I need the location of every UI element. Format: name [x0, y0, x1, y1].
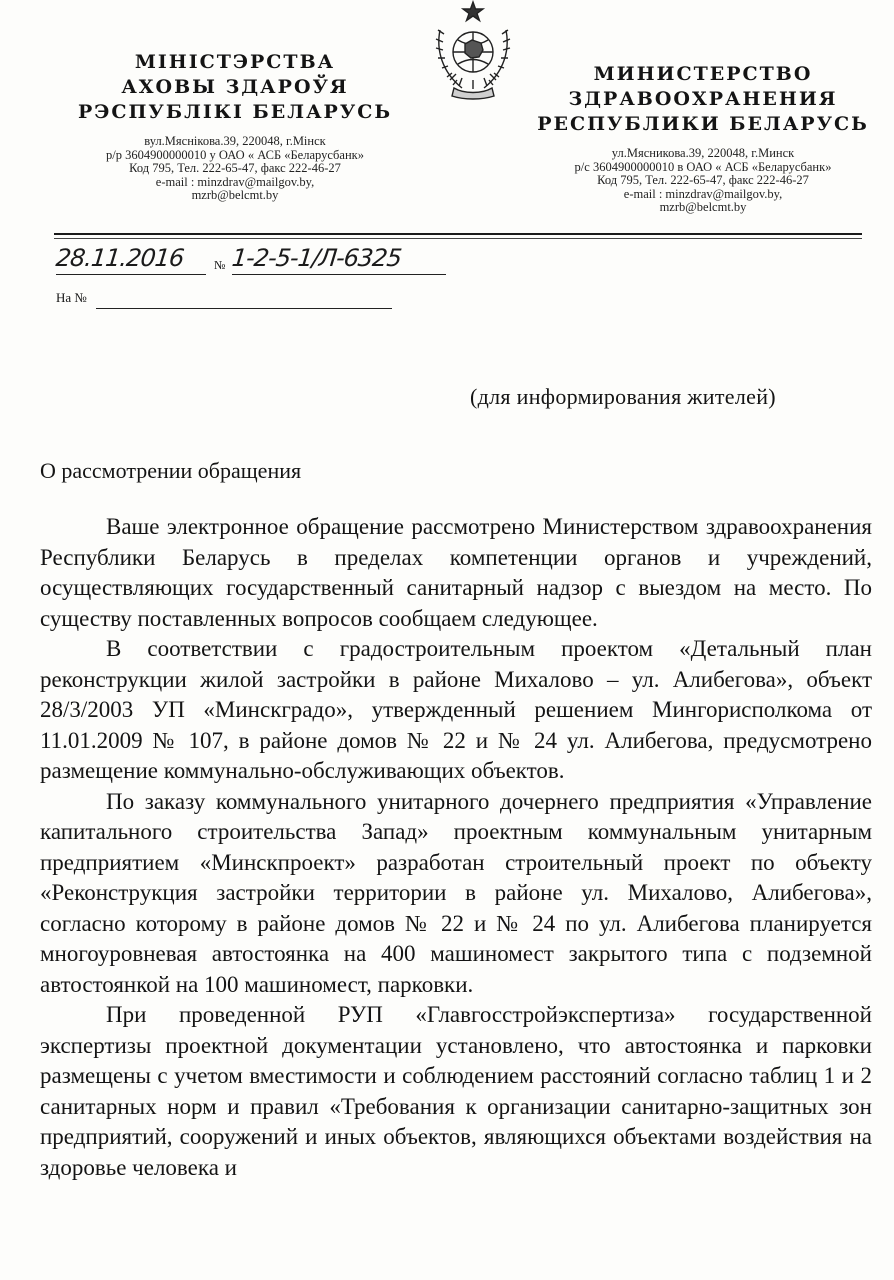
phone-fax-line: Код 795, Тел. 222-65-47, факс 222-46-27 — [129, 161, 341, 175]
email-line: e-mail : minzdrav@mailgov.by, — [623, 186, 783, 201]
handwritten-date: 28.11.2016 — [54, 244, 185, 272]
org-name-line: МІНІСТЭРСТВА — [134, 51, 336, 73]
bank-account-line: р/с 3604900000010 в ОАО « АСБ «Беларусбанк» — [574, 159, 832, 174]
outgoing-date-field — [56, 244, 206, 275]
letterhead-divider-thin — [54, 238, 862, 239]
distribution-note: (для информирования жителей) — [470, 384, 776, 409]
outgoing-number-field — [232, 244, 446, 275]
phone-fax-line: Код 795, Тел. 222-65-47, факс 222-46-27 — [597, 173, 809, 187]
org-name-line: АХОВЫ ЗДАРОЎЯ — [121, 76, 349, 98]
org-name-line: РЕСПУБЛИКИ БЕЛАРУСЬ — [537, 113, 869, 135]
bank-account-line: р/р 3604900000010 у ОАО « АСБ «Беларусбанк» — [106, 147, 364, 162]
address-line: ул.Мясникова.39, 220048, г.Минск — [611, 146, 795, 160]
address-line: вул.Мяснікова.39, 220048, г.Мінск — [144, 134, 326, 148]
email-line: mzrb@belcmt.by — [191, 188, 279, 202]
body-paragraph: При проведенной РУП «Главгосстройэкспертиза» государственной экспертизы проектной документации установлено, что автостоянка и парковки размещены с учетом вместимости и соблюдением расстояний согласно таблиц 1 и 2 санитарных норм и правил «Требования к организации санитарно-защитных зон предприятий, сооружений и иных объектов, являющихся объектами воздействия на здоровье человека и — [40, 1002, 872, 1180]
org-address — [60, 135, 410, 203]
body-paragraph: В соответствии с градостроительным проектом «Детальный план реконструкции жилой застройки в районе Михалово – ул. Алибегова», объект 28/3/2003 УП «Минскградо», утвержденный решением Мингорисполкома от 11.01.2009 № 107, в районе домов № 22 и № 24 ул. Алибегова, предусмотрено размещение коммунально-обслуживающих объектов. — [40, 636, 872, 783]
org-name-line: ЗДРАВООХРАНЕНИЯ — [568, 88, 838, 110]
body-paragraph: По заказу коммунального унитарного дочернего предприятия «Управление капитального строительства Запад» проектным коммунальным унитарным предприятием «Минскпроект» разработан строительный проект по объекту «Реконструкция застройки территории в районе ул. Михалово, Алибегова», согласно которому в районе домов № 22 и № 24 по ул. Алибегова планируется многоуровневая автостоянка на 400 машиномест закрытого типа с подземной автостоянкой на 100 машиномест, парковки. — [40, 788, 872, 997]
letter-subject: О рассмотрении обращения — [40, 458, 302, 483]
email-line: mzrb@belcmt.by — [659, 200, 747, 214]
letterhead-belarusian — [60, 50, 410, 203]
org-name-line: МИНИСТЕРСТВО — [593, 63, 813, 85]
handwritten-number: 1-2-5-1/Л-6325 — [230, 244, 403, 272]
letter-body — [40, 512, 872, 1183]
number-label: № — [214, 258, 226, 272]
letterhead-divider — [54, 233, 862, 235]
letterhead-russian — [528, 62, 878, 215]
reply-to-field-line — [96, 308, 392, 309]
email-line: e-mail : minzdrav@mailgov.by, — [155, 174, 315, 189]
org-name-line: РЭСПУБЛІКІ БЕЛАРУСЬ — [77, 101, 393, 123]
state-emblem-icon — [428, 0, 518, 100]
body-paragraph: Ваше электронное обращение рассмотрено Министерством здравоохранения Республики Беларусь в пределах компетенции органов и учреждений, осуществляющих государственный санитарный надзор с выездом на место. По существу поставленных вопросов сообщаем следующее. — [40, 514, 872, 631]
org-address — [528, 147, 878, 215]
reply-to-label: На № — [56, 290, 87, 305]
